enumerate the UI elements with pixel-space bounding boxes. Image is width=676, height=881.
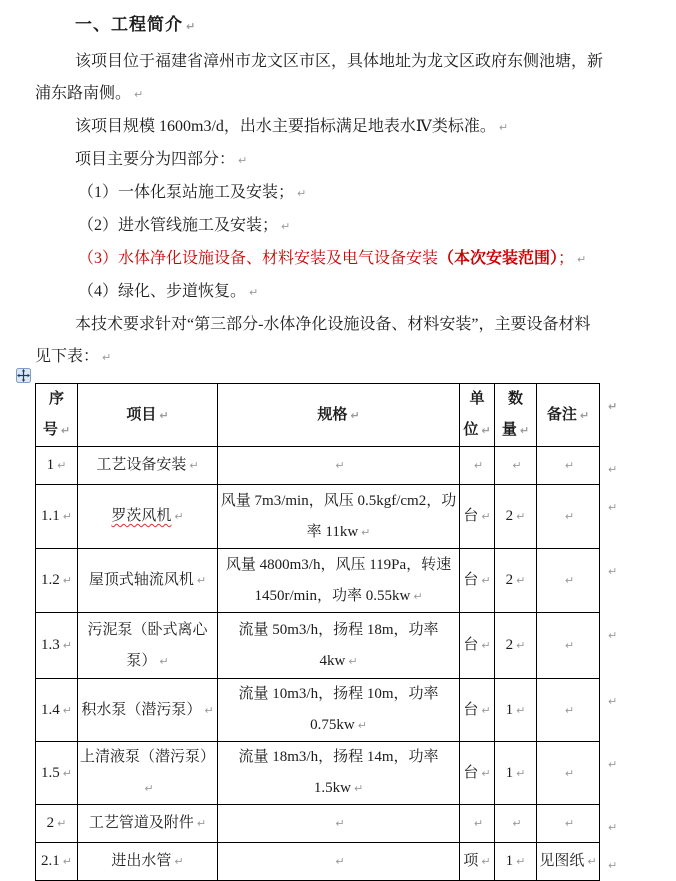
cell-mark: ↵ xyxy=(62,510,72,523)
cell-no-text: 1.2 xyxy=(41,572,60,588)
paragraph-mark: ↵ xyxy=(498,121,509,134)
cell-mark: ↵ xyxy=(473,817,484,830)
cell-no xyxy=(36,679,78,742)
cell-mark: ↵ xyxy=(564,766,575,780)
cell-qty-text: 2 xyxy=(505,572,514,588)
cell-unit-text: 台 xyxy=(463,637,479,653)
row-mark: ↵ xyxy=(608,858,618,872)
cell-mark: ↵ xyxy=(62,703,72,717)
paragraph-mark: ↵ xyxy=(102,351,112,364)
list-item-2 xyxy=(35,210,640,243)
cell-note xyxy=(537,485,600,549)
table-header-row xyxy=(36,384,626,447)
cell-no-text: 1.1 xyxy=(41,508,60,524)
cell-mark: ↵ xyxy=(564,703,575,717)
list-item-2-text: （2）进水管线施工及安装； xyxy=(78,217,279,234)
cell-mark: ↵ xyxy=(60,424,71,437)
cell-no-text: 2 xyxy=(46,815,55,831)
cell-item xyxy=(78,549,218,613)
cell-mark: ↵ xyxy=(361,525,371,539)
table-row xyxy=(36,549,626,613)
cell-qty xyxy=(495,613,537,679)
cell-mark: ↵ xyxy=(516,766,526,780)
cell-unit xyxy=(460,843,495,881)
list-item-3-suffix: ； xyxy=(558,250,575,267)
list-item-4-text: （4）绿化、步道恢复。 xyxy=(78,283,247,300)
cell-item-text: 屋顶式轴流风机 xyxy=(88,572,194,588)
row-mark: ↵ xyxy=(608,820,618,834)
cell-note-text: 见图纸 xyxy=(539,853,585,869)
cell-qty-text: 2 xyxy=(505,508,514,524)
header-note xyxy=(537,384,600,447)
cell-spec xyxy=(218,843,460,881)
cell-no xyxy=(36,549,78,613)
paragraph-mark: ↵ xyxy=(186,20,197,33)
cell-mark: ↵ xyxy=(57,459,67,472)
cell-mark: ↵ xyxy=(174,855,184,868)
paragraph-mark: ↵ xyxy=(281,220,291,233)
cell-no xyxy=(36,805,78,843)
cell-qty xyxy=(495,549,537,613)
header-note-text: 备注 xyxy=(546,406,577,423)
cell-mark: ↵ xyxy=(196,817,207,830)
cell-item xyxy=(78,447,218,485)
table-move-handle-icon[interactable] xyxy=(16,368,31,383)
header-unit-text: 单 位 xyxy=(463,391,485,438)
cell-mark: ↵ xyxy=(564,817,575,830)
paragraph-mark: ↵ xyxy=(249,286,259,299)
table-row xyxy=(36,447,626,485)
cell-mark: ↵ xyxy=(481,510,491,523)
cell-mark: ↵ xyxy=(579,408,590,422)
cell-unit xyxy=(460,742,495,805)
cell-no xyxy=(36,742,78,805)
cell-item-text: 工艺管道及附件 xyxy=(88,815,194,831)
cell-no-text: 1.3 xyxy=(41,637,60,653)
table-row xyxy=(36,843,626,881)
scale-paragraph xyxy=(35,111,640,144)
cell-spec xyxy=(218,679,460,742)
tech-requirement-paragraph xyxy=(35,309,640,374)
cell-mark: ↵ xyxy=(481,574,491,587)
cell-unit xyxy=(460,549,495,613)
cell-unit xyxy=(460,485,495,549)
row-mark: ↵ xyxy=(608,399,618,413)
cell-unit xyxy=(460,613,495,679)
cell-mark: ↵ xyxy=(357,719,367,732)
end-of-row-mark xyxy=(600,549,626,613)
cell-mark: ↵ xyxy=(62,855,72,868)
end-of-row-mark xyxy=(600,805,626,843)
cell-no-text: 2.1 xyxy=(41,853,60,869)
location-paragraph xyxy=(35,46,640,111)
cell-no xyxy=(36,485,78,549)
cell-item-text: 进出水管 xyxy=(111,853,172,869)
cell-qty-text: 1 xyxy=(505,764,514,781)
list-item-1 xyxy=(35,177,640,210)
cell-no-text: 1.5 xyxy=(41,764,60,781)
cell-mark: ↵ xyxy=(564,639,575,652)
header-item-text: 项目 xyxy=(126,406,157,423)
cell-qty xyxy=(495,447,537,485)
cell-qty xyxy=(495,742,537,805)
cell-note xyxy=(537,447,600,485)
cell-unit-text: 台 xyxy=(463,764,479,781)
tech-line-1: 本技术要求针对“第三部分-水体净化设施设备、材料安装”，主要设备材料 xyxy=(75,316,591,333)
row-mark: ↵ xyxy=(608,462,618,476)
cell-mark: ↵ xyxy=(516,510,526,523)
cell-unit xyxy=(460,679,495,742)
cell-mark: ↵ xyxy=(481,703,491,717)
cell-item xyxy=(78,679,218,742)
cell-item-text: 污泥泵（卧式离心泵） xyxy=(87,621,208,669)
cell-unit-text: 台 xyxy=(463,701,479,718)
cell-no xyxy=(36,613,78,679)
cell-unit xyxy=(460,447,495,485)
cell-mark: ↵ xyxy=(57,817,67,830)
cell-mark: ↵ xyxy=(587,855,597,868)
cell-mark: ↵ xyxy=(516,855,526,868)
table-row xyxy=(36,613,626,679)
cell-mark: ↵ xyxy=(189,459,199,472)
cell-mark: ↵ xyxy=(516,639,526,652)
cell-qty xyxy=(495,805,537,843)
cell-mark: ↵ xyxy=(335,855,345,868)
equipment-table xyxy=(35,383,626,881)
cell-mark: ↵ xyxy=(159,654,169,668)
row-mark: ↵ xyxy=(608,500,618,514)
cell-mark: ↵ xyxy=(335,459,345,472)
cell-mark: ↵ xyxy=(348,654,358,668)
cell-spec xyxy=(218,805,460,843)
cell-note xyxy=(537,843,600,881)
list-item-1-text: （1）一体化泵站施工及安装； xyxy=(78,184,295,201)
location-line-2 xyxy=(35,78,640,111)
cell-item xyxy=(78,843,218,881)
cell-item-text: 罗茨风机 xyxy=(111,508,172,524)
header-spec-text: 规格 xyxy=(317,406,348,423)
cell-unit-text: 台 xyxy=(463,508,479,524)
end-of-row-mark xyxy=(600,613,626,679)
list-item-3-scope-text: （本次安装范围） xyxy=(438,250,559,267)
paragraph-mark: ↵ xyxy=(297,187,307,200)
cell-mark: ↵ xyxy=(413,589,423,603)
header-qty xyxy=(495,384,537,447)
end-of-row-mark xyxy=(600,742,626,805)
cell-item-text: 上清液泵（潜污泵） xyxy=(80,749,216,765)
list-item-3 xyxy=(35,243,640,276)
header-no-text: 序 号 xyxy=(42,391,64,438)
location-line-2-text: 浦东路南侧。 xyxy=(35,85,132,102)
cell-item xyxy=(78,742,218,805)
list-item-4 xyxy=(35,276,640,309)
cell-mark: ↵ xyxy=(519,424,530,437)
row-mark: ↵ xyxy=(608,757,618,771)
cell-qty-text: 1 xyxy=(505,853,514,869)
header-qty-text: 数 量 xyxy=(501,391,523,438)
row-mark: ↵ xyxy=(608,564,618,578)
cell-spec-text: 流量 10m3/h，扬程 10m，功率 0.75kw xyxy=(238,686,439,733)
cell-mark: ↵ xyxy=(564,574,575,587)
cell-qty xyxy=(495,485,537,549)
cell-qty xyxy=(495,843,537,881)
cell-item-text: 积水泵（潜污泵） xyxy=(81,701,202,718)
cell-item xyxy=(78,485,218,549)
cell-mark: ↵ xyxy=(481,639,491,652)
cell-spec-text: 流量 50m3/h，扬程 18m，功率 4kw xyxy=(238,621,439,669)
cell-mark: ↵ xyxy=(512,817,522,830)
cell-mark: ↵ xyxy=(516,703,526,717)
cell-no xyxy=(36,843,78,881)
list-item-3-text: （3）水体净化设施设备、材料安装及电气设备安装 xyxy=(78,250,439,267)
header-spec xyxy=(218,384,460,447)
scale-text: 该项目规模 1600m3/d，出水主要指标满足地表水Ⅳ类标准。 xyxy=(75,118,496,135)
end-of-row-mark xyxy=(600,679,626,742)
cell-unit-text: 台 xyxy=(463,572,479,588)
cell-mark: ↵ xyxy=(144,782,154,795)
table-row xyxy=(36,485,626,549)
tech-line-2 xyxy=(35,341,640,374)
cell-mark: ↵ xyxy=(473,459,484,472)
cell-note xyxy=(537,742,600,805)
table-row xyxy=(36,679,626,742)
header-no xyxy=(36,384,78,447)
paragraph-mark: ↵ xyxy=(577,253,587,266)
cell-no xyxy=(36,447,78,485)
row-mark: ↵ xyxy=(608,694,618,708)
end-of-row-mark xyxy=(600,384,626,447)
cell-qty xyxy=(495,679,537,742)
cell-spec xyxy=(218,742,460,805)
cell-spec xyxy=(218,549,460,613)
cell-mark: ↵ xyxy=(481,424,491,437)
cell-note xyxy=(537,549,600,613)
cell-mark: ↵ xyxy=(516,574,526,587)
cell-mark: ↵ xyxy=(159,408,169,422)
cell-unit-text: 项 xyxy=(463,853,479,869)
cell-mark: ↵ xyxy=(481,855,491,868)
equipment-table-container xyxy=(35,383,640,881)
cell-mark: ↵ xyxy=(481,766,491,780)
cell-spec xyxy=(218,613,460,679)
paragraph-mark: ↵ xyxy=(134,88,144,101)
cell-spec-text: 流量 18m3/h，扬程 14m，功率 1.5kw xyxy=(238,749,439,796)
cell-mark: ↵ xyxy=(196,574,207,587)
header-unit xyxy=(460,384,495,447)
cell-mark: ↵ xyxy=(62,766,72,780)
header-item xyxy=(78,384,218,447)
cell-note xyxy=(537,613,600,679)
cell-no-text: 1 xyxy=(46,457,55,473)
cell-no-text: 1.4 xyxy=(41,701,60,718)
end-of-row-mark xyxy=(600,485,626,549)
cell-mark: ↵ xyxy=(62,639,72,652)
cell-mark: ↵ xyxy=(350,408,360,422)
paragraph-mark: ↵ xyxy=(238,154,248,167)
cell-spec xyxy=(218,485,460,549)
cell-mark: ↵ xyxy=(353,782,364,795)
section-heading xyxy=(75,12,640,40)
cell-mark: ↵ xyxy=(62,574,72,587)
section-heading-text: 一、工程简介 xyxy=(75,15,183,34)
cell-mark: ↵ xyxy=(335,817,345,830)
row-mark: ↵ xyxy=(608,628,618,642)
cell-mark: ↵ xyxy=(174,510,184,523)
cell-mark: ↵ xyxy=(564,459,575,472)
cell-item xyxy=(78,613,218,679)
cell-note xyxy=(537,805,600,843)
cell-spec xyxy=(218,447,460,485)
table-row xyxy=(36,805,626,843)
cell-item-text: 工艺设备安装 xyxy=(96,457,187,473)
location-line-1: 该项目位于福建省漳州市龙文区市区，具体地址为龙文区政府东侧池塘，新 xyxy=(75,53,604,70)
cell-note xyxy=(537,679,600,742)
end-of-row-mark xyxy=(600,843,626,881)
cell-spec-text: 风量 4800m3/h，风压 119Pa，转速 1450r/min，功率 0.55kw xyxy=(225,556,452,604)
cell-spec-text: 风量 7m3/min，风压 0.5kgf/cm2，功率 11kw xyxy=(220,492,457,540)
tech-line-2-text: 见下表： xyxy=(35,348,100,365)
cell-qty-text: 2 xyxy=(505,637,514,653)
cell-mark: ↵ xyxy=(512,459,522,472)
cell-qty-text: 1 xyxy=(505,701,514,718)
table-row xyxy=(36,742,626,805)
cell-item xyxy=(78,805,218,843)
parts-intro-paragraph xyxy=(35,144,640,177)
parts-intro-text: 项目主要分为四部分： xyxy=(75,151,236,168)
cell-unit xyxy=(460,805,495,843)
cell-mark: ↵ xyxy=(564,510,575,523)
cell-mark: ↵ xyxy=(204,703,214,717)
end-of-row-mark xyxy=(600,447,626,485)
